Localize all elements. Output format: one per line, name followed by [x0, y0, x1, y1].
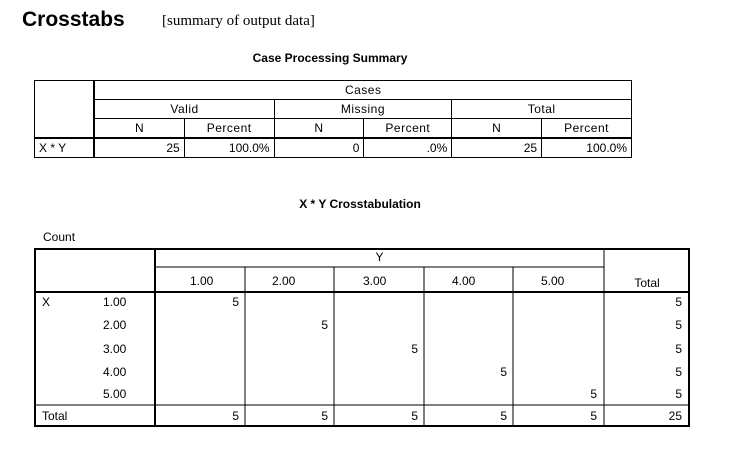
cell-valid-percent: 100.0% [184, 138, 274, 158]
cell-count: 5 [590, 387, 597, 401]
row-category-5: 5.00 [103, 387, 127, 401]
row-total: 5 [675, 365, 682, 379]
sub-header-n: N [452, 119, 542, 139]
row-total: 5 [675, 387, 682, 401]
cell-count: 5 [411, 342, 418, 356]
group-header-total: Total [452, 100, 632, 119]
column-total: 5 [321, 409, 328, 423]
column-variable-label: Y [375, 250, 384, 264]
column-header-1: 1.00 [190, 274, 214, 288]
row-category-4: 4.00 [103, 365, 127, 379]
column-header-4: 4.00 [452, 274, 476, 288]
column-total: 5 [590, 409, 597, 423]
cases-header-row [35, 81, 632, 100]
total-row-label: Total [42, 409, 68, 423]
case-summary-title: Case Processing Summary [252, 51, 408, 65]
case-summary-table [34, 80, 632, 158]
page-title: Crosstabs [22, 8, 125, 31]
cell-count: 5 [321, 318, 328, 332]
sub-header-n: N [274, 119, 364, 139]
crosstab-title: X * Y Crosstabulation [299, 197, 421, 211]
table-row [35, 138, 632, 158]
row-total: 5 [675, 342, 682, 356]
column-total: 5 [500, 409, 507, 423]
cell-valid-n: 25 [94, 138, 184, 158]
cell-count: 5 [500, 365, 507, 379]
cell-total-percent: 100.0% [542, 138, 632, 158]
cell-missing-percent: .0% [364, 138, 452, 158]
crosstab-frame [34, 248, 690, 428]
group-header-valid: Valid [94, 100, 274, 119]
column-total: 5 [232, 409, 239, 423]
page-subtitle: [summary of output data] [162, 13, 315, 29]
column-header-2: 2.00 [272, 274, 296, 288]
sub-header-percent: Percent [542, 119, 632, 139]
cell-count: 5 [232, 295, 239, 309]
group-header-row [35, 100, 632, 119]
row-total: 5 [675, 295, 682, 309]
cases-header: Cases [94, 81, 631, 100]
row-label: X * Y [35, 138, 95, 158]
row-category-2: 2.00 [103, 318, 127, 332]
row-variable-label: X [42, 295, 51, 309]
column-total: 5 [411, 409, 418, 423]
sub-header-n: N [94, 119, 184, 139]
grand-total: 25 [668, 409, 682, 423]
row-category-3: 3.00 [103, 342, 127, 356]
stub-corner [35, 81, 95, 139]
sub-header-row [35, 119, 632, 139]
cell-missing-n: 0 [274, 138, 364, 158]
column-header-5: 5.00 [541, 274, 565, 288]
crosstab-grid [34, 248, 690, 428]
sub-header-percent: Percent [364, 119, 452, 139]
total-column-header: Total [634, 276, 660, 290]
cell-total-n: 25 [452, 138, 542, 158]
column-header-3: 3.00 [363, 274, 387, 288]
row-total: 5 [675, 318, 682, 332]
sub-header-percent: Percent [184, 119, 274, 139]
row-category-1: 1.00 [103, 295, 127, 309]
group-header-missing: Missing [274, 100, 452, 119]
count-label: Count [43, 230, 76, 244]
